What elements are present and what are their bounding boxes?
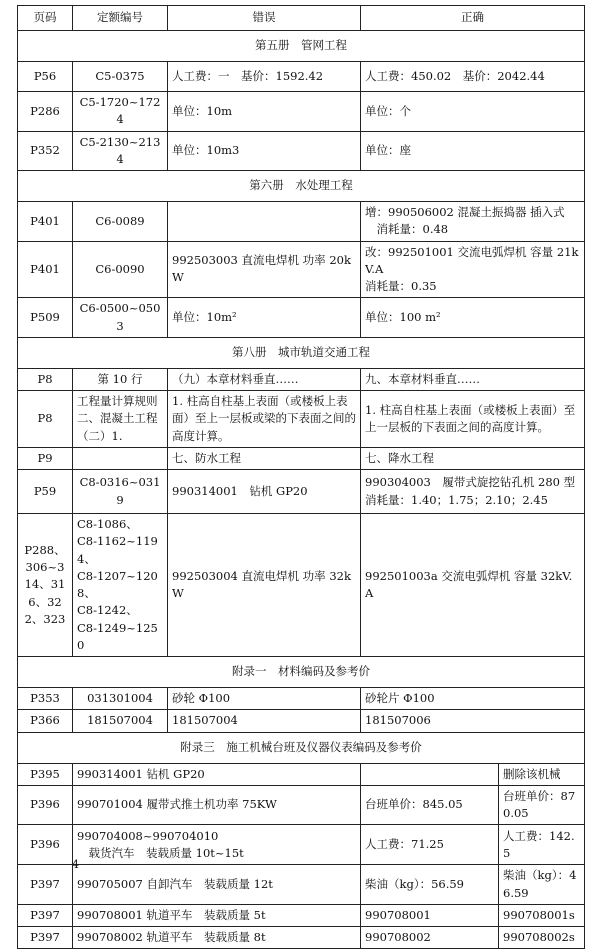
cell-wrong: 单位：10m²	[168, 298, 361, 338]
cell-right: 改：992501001 交流电弧焊机 容量 21kV.A 消耗量：0.35	[361, 241, 585, 298]
table-row	[18, 785, 585, 825]
table-row	[18, 92, 585, 132]
header-code: 定额编号	[73, 6, 168, 31]
cell-right: 单位：个	[361, 92, 585, 132]
cell-wrong: 台班单价：845.05	[361, 785, 499, 825]
table-row	[18, 368, 585, 390]
cell-page: P401	[18, 202, 73, 242]
table-row	[18, 391, 585, 448]
cell-page: P396	[18, 825, 73, 865]
cell-right: 人工费：142.5	[499, 825, 585, 865]
cell-right: 柴油（kg）：46.59	[499, 865, 585, 905]
cell-right: 992501003a 交流电弧焊机 容量 32kV.A	[361, 514, 585, 657]
header-right: 正确	[361, 6, 585, 31]
section-title: 附录一 材料编码及参考价	[18, 657, 585, 688]
cell-wrong: 990708001	[361, 904, 499, 926]
cell-page: P286	[18, 92, 73, 132]
table-row	[18, 298, 585, 338]
header-row	[18, 6, 585, 31]
cell-right: 181507006	[361, 710, 585, 732]
cell-page: P396	[18, 785, 73, 825]
table-row	[18, 710, 585, 732]
cell-right: 人工费：450.02 基价：2042.44	[361, 62, 585, 92]
header-page: 页码	[18, 6, 73, 31]
cell-code: C8-0316~0319	[73, 470, 168, 514]
cell-page: P395	[18, 763, 73, 785]
cell-page: P401	[18, 241, 73, 298]
cell-wrong: 990708002	[361, 927, 499, 949]
cell-wrong: 1. 柱高自柱基上表面（或楼板上表面）至上一层板或梁的下表面之间的高度计算。	[168, 391, 361, 448]
cell-code: C6-0500~0503	[73, 298, 168, 338]
cell-wrong: 992503004 直流电焊机 功率 32kW	[168, 514, 361, 657]
cell-right: 删除该机械	[499, 763, 585, 785]
table-row	[18, 470, 585, 514]
header-wrong: 错误	[168, 6, 361, 31]
cell-code: 第 10 行	[73, 368, 168, 390]
cell-page: P288、306~314、316、322、323	[18, 514, 73, 657]
cell-right: 砂轮片 Φ100	[361, 688, 585, 710]
cell-page: P397	[18, 927, 73, 949]
section-title: 附录三 施工机械台班及仪器仪表编码及参考价	[18, 732, 585, 763]
cell-code: 990708001 轨道平车 装载质量 5t	[73, 904, 361, 926]
cell-code: 990705007 自卸汽车 装载质量 12t	[73, 865, 361, 905]
cell-wrong	[168, 202, 361, 242]
section-title: 第六册 水处理工程	[18, 171, 585, 202]
section-title: 第五册 管网工程	[18, 31, 585, 62]
cell-code: 990314001 钻机 GP20	[73, 763, 361, 785]
cell-right: 单位：100 m²	[361, 298, 585, 338]
section-row	[18, 171, 585, 202]
cell-code: C6-0090	[73, 241, 168, 298]
cell-right: 单位：座	[361, 131, 585, 171]
cell-right: 七、降水工程	[361, 447, 585, 469]
cell-wrong: 砂轮 Φ100	[168, 688, 361, 710]
cell-page: P397	[18, 904, 73, 926]
cell-wrong: 柴油（kg）：56.59	[361, 865, 499, 905]
section-row	[18, 657, 585, 688]
cell-right: 九、本章材料垂直……	[361, 368, 585, 390]
page-number: 4	[72, 858, 79, 871]
cell-code: 工程量计算规则二、混凝土工程（二）1.	[73, 391, 168, 448]
cell-page: P9	[18, 447, 73, 469]
table-row	[18, 865, 585, 905]
cell-right: 台班单价：870.05	[499, 785, 585, 825]
cell-wrong: （九）本章材料垂直……	[168, 368, 361, 390]
cell-page: P353	[18, 688, 73, 710]
table-row	[18, 131, 585, 171]
cell-page: P56	[18, 62, 73, 92]
cell-code: 990704008~990704010 载货汽车 装载质量 10t~15t	[73, 825, 361, 865]
cell-right: 990708002s	[499, 927, 585, 949]
cell-right: 增：990506002 混凝土振捣器 插入式 消耗量：0.48	[361, 202, 585, 242]
cell-right: 990304003 履带式旋挖钻孔机 280 型 消耗量：1.40；1.75；2.10；2.45	[361, 470, 585, 514]
table-row	[18, 688, 585, 710]
cell-code: 990708002 轨道平车 装载质量 8t	[73, 927, 361, 949]
cell-wrong: 七、防水工程	[168, 447, 361, 469]
section-title: 第八册 城市轨道交通工程	[18, 337, 585, 368]
table-row	[18, 447, 585, 469]
table-row	[18, 241, 585, 298]
cell-wrong: 992503003 直流电焊机 功率 20kW	[168, 241, 361, 298]
cell-code: 031301004	[73, 688, 168, 710]
cell-code: 181507004	[73, 710, 168, 732]
table-row	[18, 763, 585, 785]
table-row	[18, 202, 585, 242]
table-row	[18, 825, 585, 865]
table-row	[18, 927, 585, 949]
cell-wrong: 990314001 钻机 GP20	[168, 470, 361, 514]
cell-page: P509	[18, 298, 73, 338]
cell-wrong: 人工费：71.25	[361, 825, 499, 865]
table-row	[18, 904, 585, 926]
cell-wrong	[361, 763, 499, 785]
section-row	[18, 337, 585, 368]
cell-code: C5-0375	[73, 62, 168, 92]
section-row	[18, 31, 585, 62]
table-row	[18, 62, 585, 92]
cell-wrong: 单位：10m	[168, 92, 361, 132]
cell-code: 990701004 履带式推土机功率 75KW	[73, 785, 361, 825]
cell-code: C5-1720~1724	[73, 92, 168, 132]
cell-code: C6-0089	[73, 202, 168, 242]
cell-code: C5-2130~2134	[73, 131, 168, 171]
table-row	[18, 514, 585, 657]
cell-wrong: 人工费：一 基价：1592.42	[168, 62, 361, 92]
cell-right: 1. 柱高自柱基上表面（或楼板上表面）至上一层板的下表面之间的高度计算。	[361, 391, 585, 448]
cell-page: P352	[18, 131, 73, 171]
cell-wrong: 单位：10m3	[168, 131, 361, 171]
cell-page: P397	[18, 865, 73, 905]
cell-page: P8	[18, 368, 73, 390]
cell-page: P8	[18, 391, 73, 448]
cell-code: C8-1086、 C8-1162~1194、 C8-1207~1208、 C8-1242、 C8-1249~1250	[73, 514, 168, 657]
cell-page: P366	[18, 710, 73, 732]
cell-wrong: 181507004	[168, 710, 361, 732]
errata-table	[17, 5, 585, 949]
cell-page: P59	[18, 470, 73, 514]
cell-right: 990708001s	[499, 904, 585, 926]
cell-code	[73, 447, 168, 469]
section-row	[18, 732, 585, 763]
